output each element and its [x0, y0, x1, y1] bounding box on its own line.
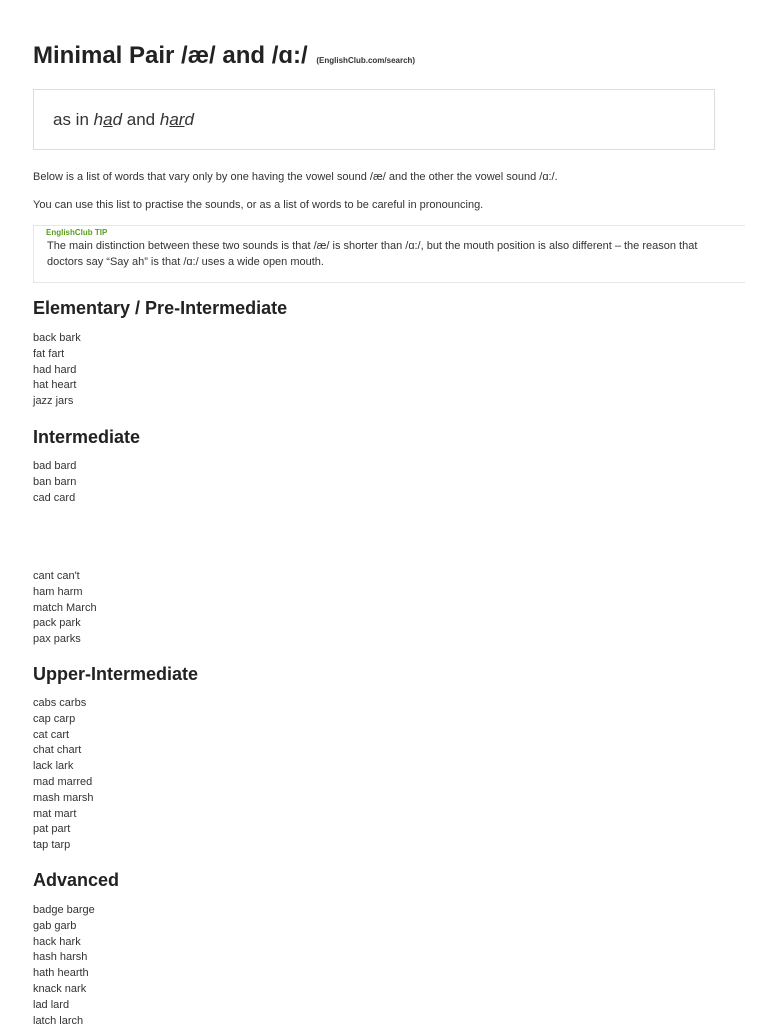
word-pair: lad lard	[33, 998, 70, 1011]
word-pair: hat heart	[33, 379, 77, 392]
example-hard-part3: d	[184, 110, 194, 129]
word-pair: gab garb	[33, 919, 77, 932]
word-pair: pax parks	[33, 633, 81, 646]
word-pair: ham harm	[33, 585, 83, 598]
word-pair: jazz jars	[33, 395, 74, 408]
word-pair: hack hark	[33, 935, 81, 948]
word-pair: had hard	[33, 363, 77, 376]
word-pair: bad bard	[33, 460, 77, 472]
word-pair: match March	[33, 601, 97, 614]
word-pair: mat mart	[33, 807, 77, 820]
word-pair: cat cart	[33, 728, 70, 741]
section-heading-advanced: Advanced	[33, 870, 120, 890]
word-pair: hash harsh	[33, 951, 88, 964]
word-pair: tap tarp	[33, 839, 71, 852]
word-list-intermediate-a	[33, 459, 76, 506]
example-mid: and	[122, 110, 160, 129]
word-list-elementary	[33, 331, 81, 410]
word-pair: pack park	[33, 617, 81, 630]
section-heading-elementary: Elementary / Pre-Intermediate	[33, 298, 288, 318]
example-had-part1: h	[93, 110, 104, 129]
word-pair: cad card	[33, 491, 76, 504]
word-pair: knack nark	[33, 982, 87, 995]
word-pair: latch larch	[33, 1014, 84, 1027]
word-pair: mash marsh	[33, 791, 94, 804]
word-pair: lack lark	[33, 760, 74, 773]
word-pair: back bark	[33, 332, 81, 344]
word-pair: mad marred	[33, 775, 93, 788]
word-pair: hath hearth	[33, 967, 89, 980]
tip-box	[33, 225, 745, 283]
example-prefix: as in	[53, 110, 94, 129]
word-pair: fat fart	[33, 347, 65, 360]
word-list-upper-intermediate	[33, 696, 94, 854]
word-pair: badge barge	[33, 904, 95, 916]
page-title	[33, 42, 415, 70]
tip-text: The main distinction between these two sounds is that /æ/ is shorter than /ɑ:/, but the mouth position is also different – the reason that doctors say “Say ah” is that /ɑ:/ uses a wide open mouth.	[47, 240, 698, 268]
word-pair: ban barn	[33, 475, 77, 488]
example-word-had	[94, 110, 122, 129]
word-pair: cant can't	[33, 570, 80, 582]
example-word-hard	[160, 110, 194, 129]
source-note: (EnglishClub.com/search)	[316, 56, 416, 65]
section-heading-intermediate: Intermediate	[33, 427, 141, 447]
example-had-vowel: a	[103, 110, 113, 129]
intro-paragraph: Below is a list of words that vary only by one having the vowel sound /æ/ and the other the vowel sound /ɑ:/.	[33, 171, 558, 183]
tip-label: EnglishClub TIP	[46, 228, 108, 237]
example-box	[33, 89, 715, 150]
example-had-part3: d	[112, 110, 123, 129]
usage-paragraph: You can use this list to practise the sounds, or as a list of words to be careful in pronouncing.	[33, 199, 484, 211]
word-list-advanced	[33, 903, 95, 1029]
example-hard-part1: h	[159, 110, 170, 129]
word-pair: cabs carbs	[33, 697, 87, 709]
title-text: Minimal Pair /æ/ and /ɑ:/	[33, 42, 308, 69]
word-list-intermediate-b	[33, 569, 97, 648]
example-hard-vowel: ar	[169, 110, 185, 129]
example-text	[53, 110, 194, 130]
word-pair: chat chart	[33, 744, 82, 757]
word-pair: cap carp	[33, 712, 76, 725]
word-pair: pat part	[33, 823, 71, 836]
section-heading-upper-intermediate: Upper-Intermediate	[33, 664, 199, 684]
